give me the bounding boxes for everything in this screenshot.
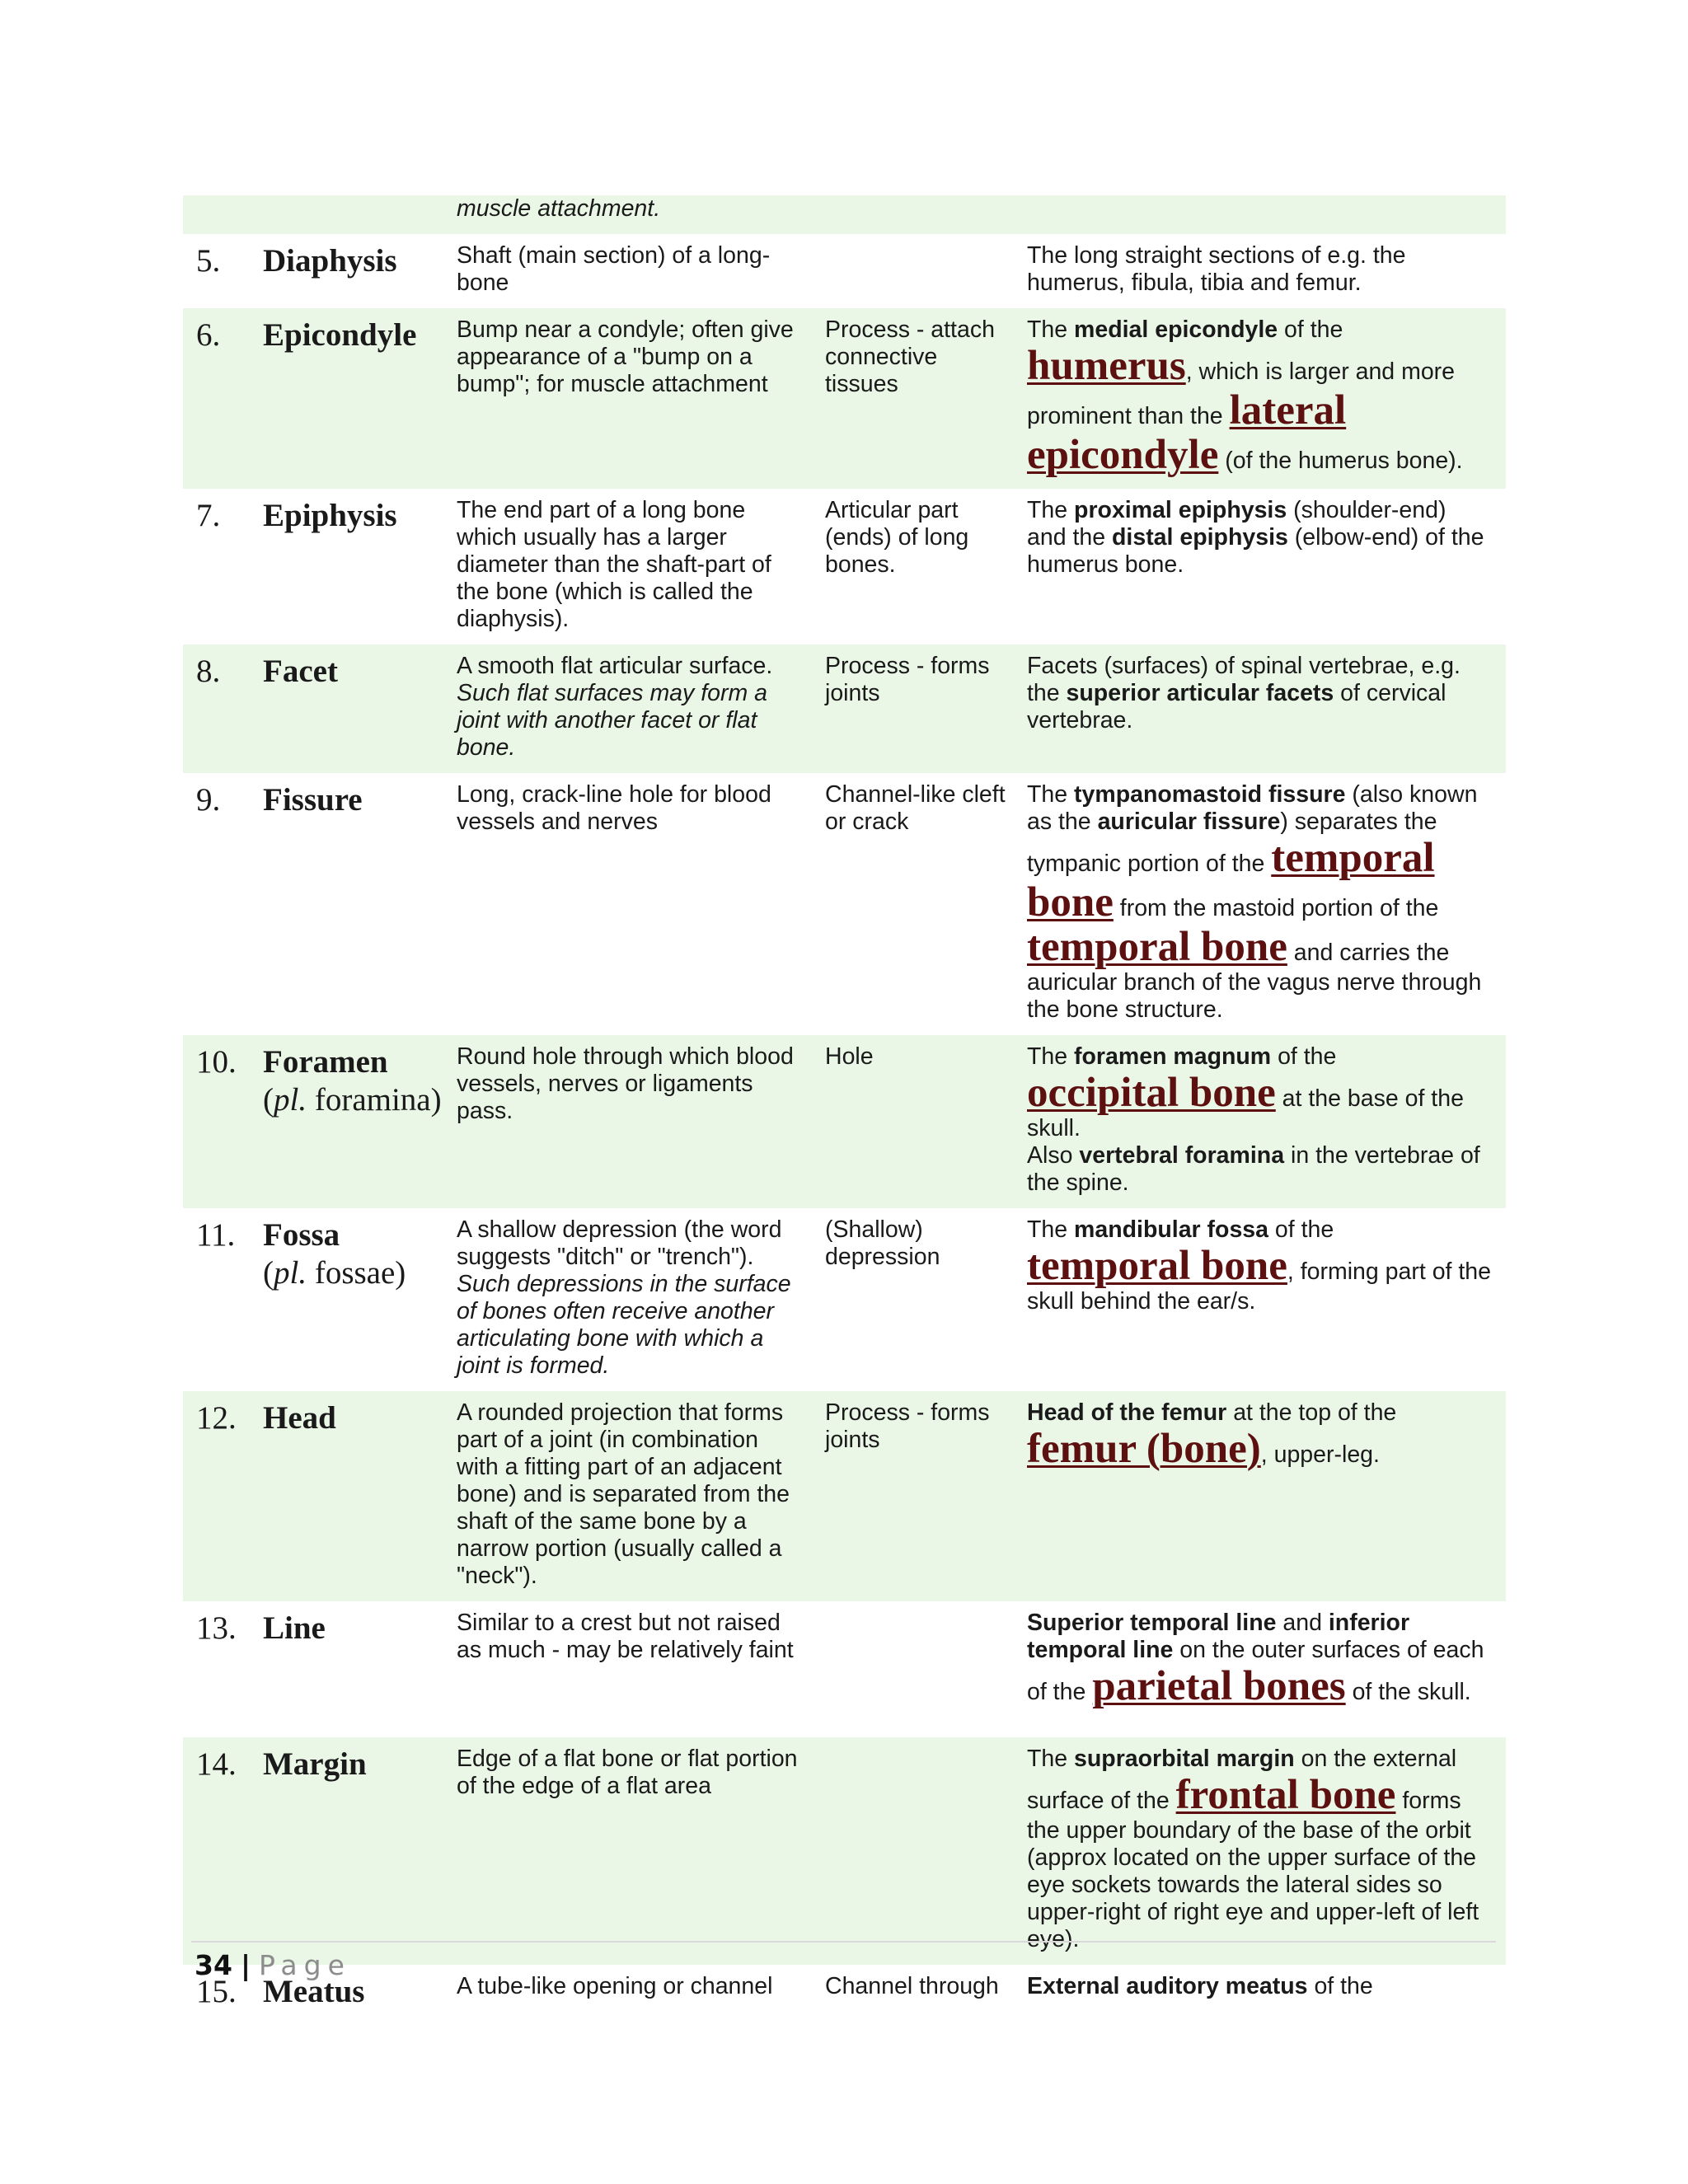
page-footer [195,1949,351,1982]
definition: Long, crack-line hole for blood vessels and nerves [452,773,820,1035]
table-row [183,1208,1506,1391]
term-name: Head [261,1391,452,1601]
bone-link[interactable]: temporal bone [1027,1243,1287,1289]
example: The proximal epiphysis (shoulder-end) and the distal epiphysis (elbow-end) of the humerus bone. [1022,489,1506,644]
term-name: Line [261,1601,452,1737]
table-row [183,1601,1506,1737]
table-row-continuation [183,195,1506,234]
example: Facets (surfaces) of spinal vertebrae, e.g. the superior articular facets of cervical vertebrae. [1022,644,1506,773]
example: Head of the femur at the top of the femur (bone), upper-leg. [1022,1391,1506,1601]
example: The long straight sections of e.g. the humerus, fibula, tibia and femur. [1022,234,1506,308]
type-cell: Process - forms joints [820,644,1022,773]
example: The tympanomastoid fissure (also known as the auricular fissure) separates the tympanic portion of the temporal bone from the mastoid portion of the temporal bone and carries the auricular branch of the vagus nerve through the bone structure. [1022,773,1506,1035]
footer-separator: | [240,1949,251,1981]
type-cell: Process - attach connective tissues [820,308,1022,489]
row-number: 9. [183,773,261,1035]
type-cell: (Shallow) depression [820,1208,1022,1391]
term-name: Diaphysis [261,234,452,308]
term-name: Fossa (pl. fossae) [261,1208,452,1391]
definition: Edge of a flat bone or flat portion of the edge of a flat area [452,1737,820,1965]
definition: A tube-like opening or channel [452,1965,820,2013]
example: The medial epicondyle of the humerus, which is larger and more prominent than the lateral epicondyle (of the humerus bone). [1022,308,1506,489]
terminology-table [183,195,1506,2013]
row-number: 13. [183,1601,261,1737]
term-name: Epiphysis [261,489,452,644]
table-row [183,1965,1506,2013]
plural-form: (pl. foramina) [263,1082,442,1118]
term-name: Fissure [261,773,452,1035]
definition: Similar to a crest but not raised as much - may be relatively faint [452,1601,820,1737]
example: The mandibular fossa of the temporal bone, forming part of the skull behind the ear/s. [1022,1208,1506,1391]
bone-link[interactable]: frontal bone [1175,1772,1396,1818]
bone-link[interactable]: temporal bone [1027,835,1435,926]
definition: Round hole through which blood vessels, nerves or ligaments pass. [452,1035,820,1208]
example: Superior temporal line and inferior temporal line on the outer surfaces of each of the parietal bones of the skull. [1022,1601,1506,1737]
definition: Shaft (main section) of a long-bone [452,234,820,308]
row-number: 8. [183,644,261,773]
row-number: 7. [183,489,261,644]
definition: A smooth flat articular surface. Such flat surfaces may form a joint with another facet or flat bone. [452,644,820,773]
continuation-text: muscle attachment. [457,195,661,222]
type-cell: Channel-like cleft or crack [820,773,1022,1035]
row-number: 6. [183,308,261,489]
bone-link[interactable]: femur (bone) [1027,1426,1261,1472]
type-cell [820,1601,1022,1737]
term-name: Epicondyle [261,308,452,489]
table-row [183,773,1506,1035]
term-name: Foramen (pl. foramina) [261,1035,452,1208]
bone-link[interactable]: temporal bone [1027,924,1287,970]
type-cell: Process - forms joints [820,1391,1022,1601]
bone-link[interactable]: parietal bones [1092,1663,1346,1709]
table-row [183,644,1506,773]
term-name: Meatus [261,1965,452,2013]
example: The supraorbital margin on the external surface of the frontal bone forms the upper boundary of the base of the orbit (approx located on the upper surface of the eye sockets towards the lateral sides so upper-right of right eye and upper-left of left eye). [1022,1737,1506,1965]
definition: A shallow depression (the word suggests "ditch" or "trench"). Such depressions in the surface of bones often receive another articulating bone with which a joint is formed. [452,1208,820,1391]
row-number: 12. [183,1391,261,1601]
term-name: Facet [261,644,452,773]
bone-link[interactable]: lateral epicondyle [1027,387,1347,478]
row-number: 10. [183,1035,261,1208]
bone-link[interactable]: humerus [1027,343,1186,389]
example: External auditory meatus of the [1022,1965,1506,2013]
row-number: 5. [183,234,261,308]
example: The foramen magnum of the occipital bone at the base of the skull. Also vertebral foramina in the vertebrae of the spine. [1022,1035,1506,1208]
table-row [183,1391,1506,1601]
definition: Bump near a condyle; often give appearance of a "bump on a bump"; for muscle attachment [452,308,820,489]
type-cell: Channel through [820,1965,1022,2013]
bone-link[interactable]: occipital bone [1027,1070,1276,1116]
term-name: Margin [261,1737,452,1965]
type-cell: Articular part (ends) of long bones. [820,489,1022,644]
table-row [183,234,1506,308]
page-number: 34 [195,1949,232,1981]
table-row [183,308,1506,489]
footer-divider [191,1941,1496,1943]
plural-form: (pl. fossae) [263,1255,406,1291]
definition: A rounded projection that forms part of a joint (in combination with a fitting part of an adjacent bone) and is separated from the shaft of the same bone by a narrow portion (usually called a "neck"). [452,1391,820,1601]
definition: The end part of a long bone which usually has a larger diameter than the shaft-part of the bone (which is called the diaphysis). [452,489,820,644]
page-label: Page [259,1949,351,1981]
table-row [183,1035,1506,1208]
row-number: 11. [183,1208,261,1391]
table-row [183,489,1506,644]
table-row [183,1737,1506,1965]
row-number: 15. [183,1965,261,2013]
type-cell: Hole [820,1035,1022,1208]
type-cell [820,234,1022,308]
row-number: 14. [183,1737,261,1965]
type-cell [820,1737,1022,1965]
